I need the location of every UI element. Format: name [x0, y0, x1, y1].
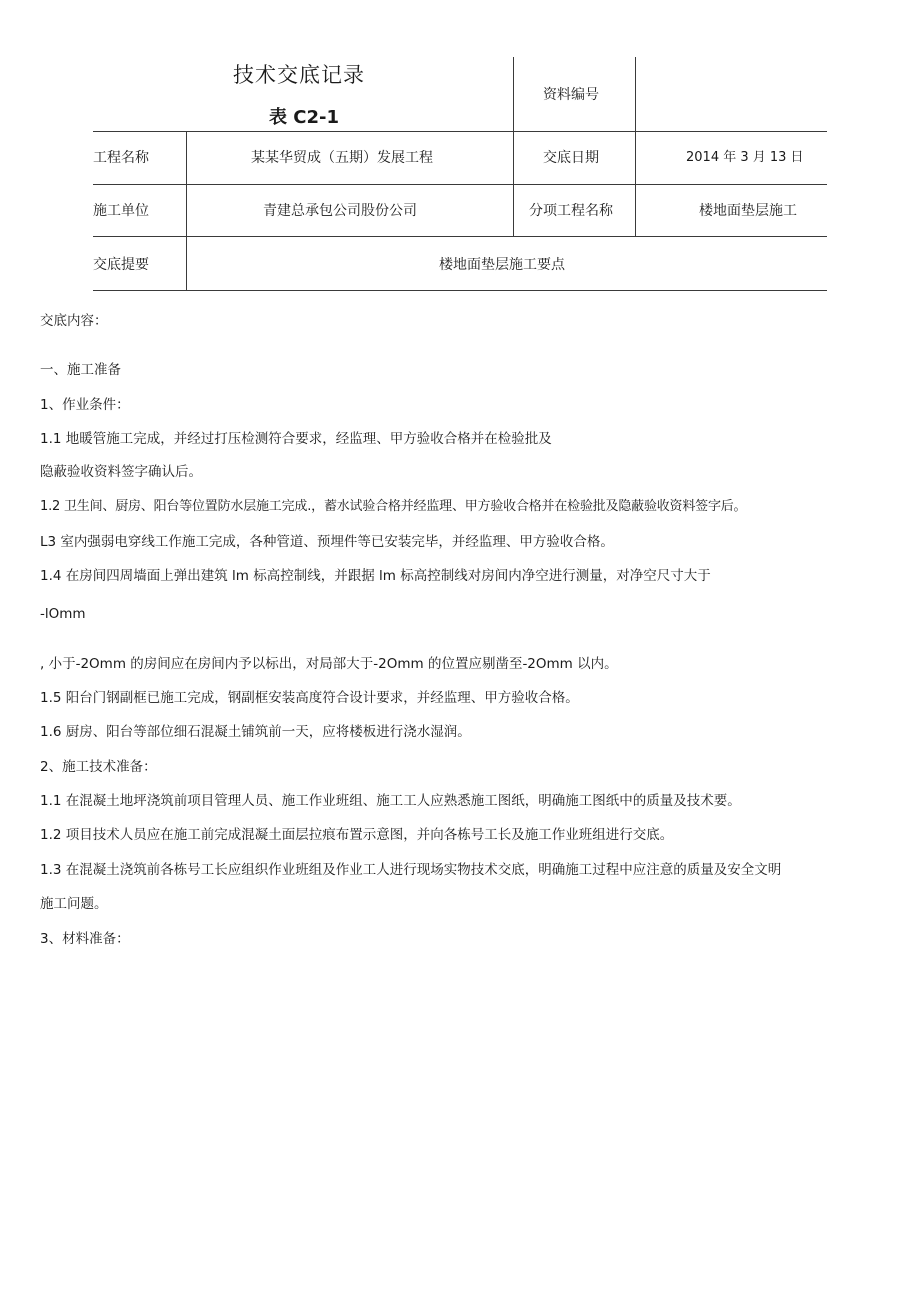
project-name-value: 某某华贸成（五期）发展工程 [251, 150, 433, 166]
content-line: , 小于-2Omm 的房间应在房间内予以标出，对局部大于-2Omm 的位置应剔凿至-2Omm 以内。 [40, 656, 618, 672]
form-number: 表 C2-1 [269, 107, 339, 128]
sub-project-label: 分项工程名称 [529, 203, 613, 219]
table-rule [186, 131, 187, 291]
content-line: 1.4 在房间四周墙面上弹出建筑 lm 标高控制线，并跟据 lm 标高控制线对房间内净空进行测量，对净空尺寸大于 [40, 568, 711, 584]
content-line: 1.6 厨房、阳台等部位细石混凝土铺筑前一天，应将楼板进行浇水湿润。 [40, 724, 471, 740]
content-heading: 交底内容： [40, 313, 108, 329]
date-label: 交底日期 [543, 150, 599, 166]
summary-label: 交底提要 [93, 257, 149, 273]
section-heading: 一、施工准备 [40, 362, 121, 378]
document-title: 技术交底记录 [233, 63, 365, 87]
table-rule [93, 184, 827, 185]
sub-project-value: 楼地面垫层施工 [699, 203, 797, 219]
content-line: 1.5 阳台门钢副框已施工完成，钢副框安装高度符合设计要求，并经监理、甲方验收合格。 [40, 690, 579, 706]
content-line: 隐蔽验收资料签字确认后。 [40, 464, 202, 480]
content-line: 1.1 在混凝土地坪浇筑前项目管理人员、施工作业班组、施工工人应熟悉施工图纸，明确施工图纸中的质量及技术要。 [40, 793, 741, 809]
content-line: 1.1 地暖管施工完成，并经过打压检测符合要求，经监理、甲方验收合格并在检验批及 [40, 431, 552, 447]
table-rule [93, 131, 827, 132]
table-rule [93, 236, 827, 237]
project-name-label: 工程名称 [93, 150, 149, 166]
doc-number-label: 资料编号 [543, 87, 599, 103]
subsection-heading: 2、施工技术准备： [40, 759, 157, 775]
summary-value: 楼地面垫层施工要点 [439, 257, 565, 273]
content-line: 1.2 卫生间、厨房、阳台等位置防水层施工完成.，蓄水试验合格并经监理、甲方验收合格并在检验批及隐蔽验收资料签字后。 [40, 499, 747, 514]
content-line: -lOmm [40, 606, 86, 622]
contractor-label: 施工单位 [93, 203, 149, 219]
content-line: 1.2 项目技术人员应在施工前完成混凝土面层拉痕布置示意图，并向各栋号工长及施工作业班组进行交底。 [40, 827, 674, 843]
content-line: L3 室内强弱电穿线工作施工完成，各种管道、预埋件等已安装完毕，并经监理、甲方验收合格。 [40, 534, 614, 550]
table-rule [513, 57, 514, 237]
table-rule [93, 290, 827, 291]
subsection-heading: 1、作业条件： [40, 397, 130, 413]
content-line: 1.3 在混凝土浇筑前各栋号工长应组织作业班组及作业工人进行现场实物技术交底，明确施工过程中应注意的质量及安全文明 [40, 862, 782, 878]
subsection-heading: 3、材料准备： [40, 931, 130, 947]
contractor-value: 青建总承包公司股份公司 [263, 203, 417, 219]
header-table [93, 57, 827, 291]
date-value: 2014 年 3 月 13 日 [686, 150, 804, 165]
table-rule [635, 57, 636, 237]
content-line: 施工问题。 [40, 896, 108, 912]
